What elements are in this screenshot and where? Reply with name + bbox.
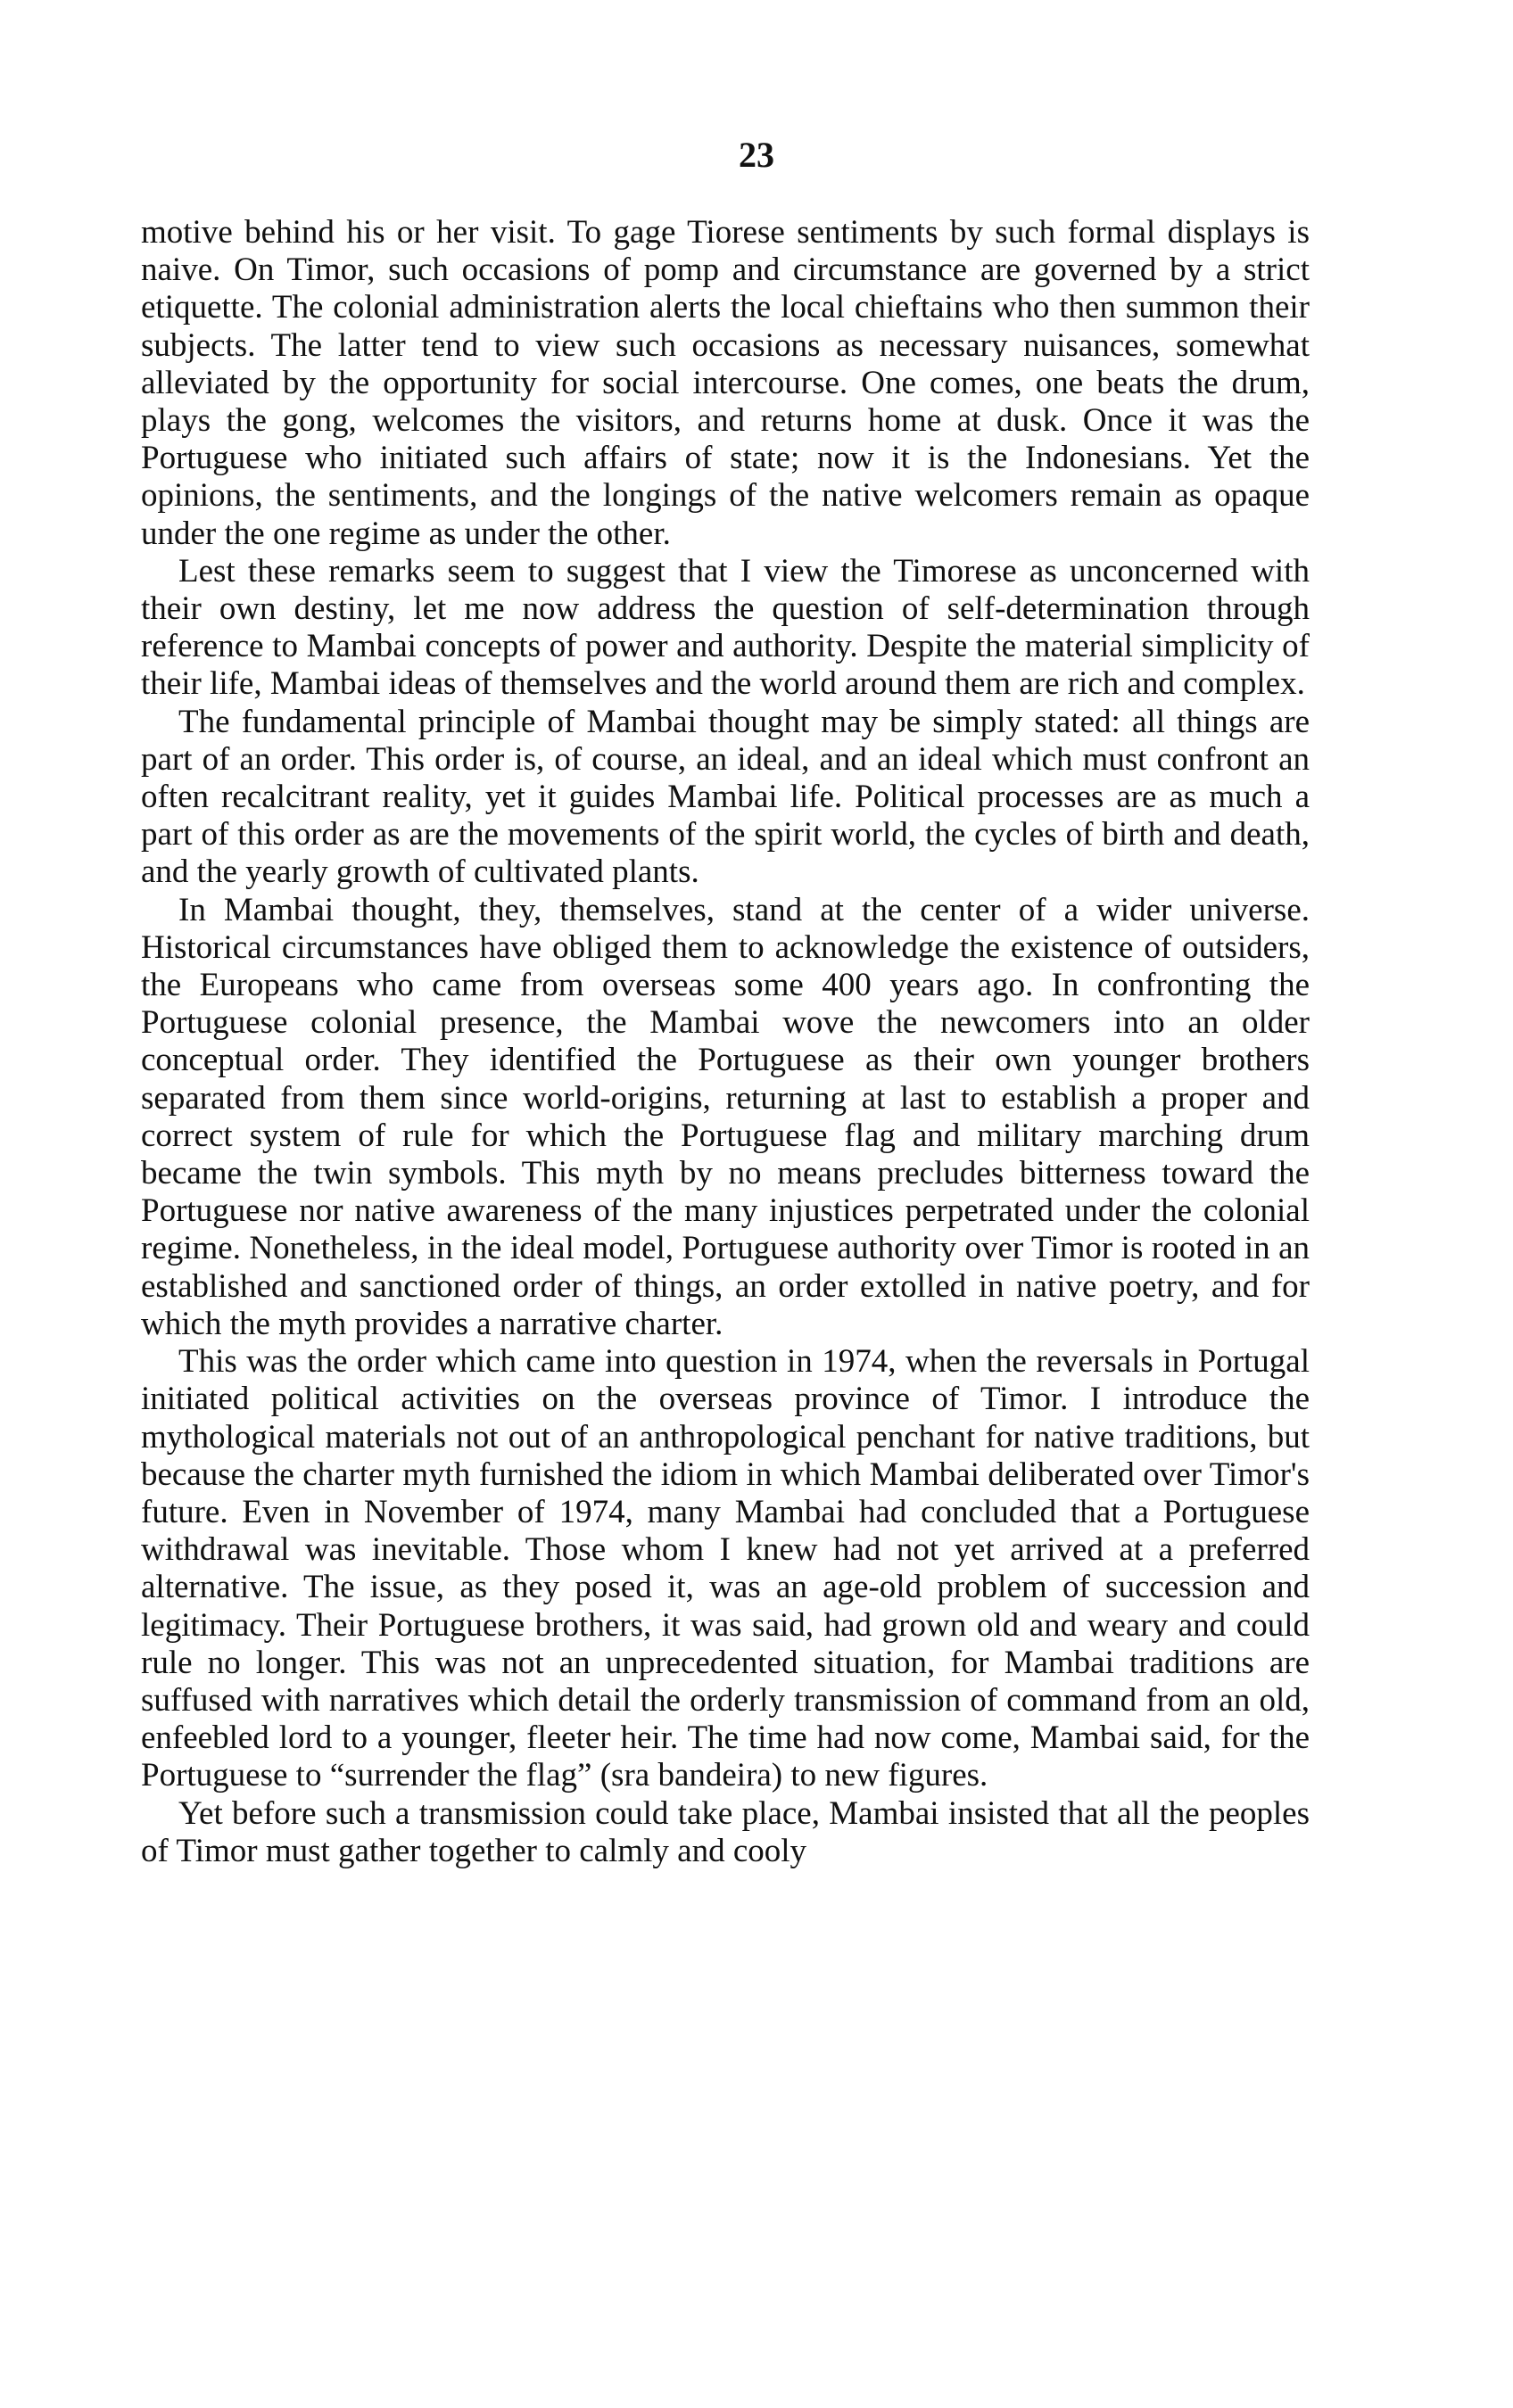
paragraph-2: Lest these remarks seem to suggest that I view the Timorese as unconcerned with their own destiny, let me now address the question of self-determination through reference to Mambai concepts of power and authority. Despite the material simplicity of their life, Mambai ideas of themselves and the world around them are rich and complex.	[141, 552, 1310, 703]
paragraph-4: In Mambai thought, they, themselves, stand at the center of a wider universe. Historical circumstances have obliged them to acknowledge the existence of outsiders, the Europeans who came from overseas some 400 years ago. In confronting the Portuguese colonial presence, the Mambai wove the newcomers into an older conceptual order. They identified the Portuguese as their own younger brothers separated from them since world-origins, returning at last to establish a proper and correct system of rule for which the Portuguese flag and military marching drum became the twin symbols. This myth by no means precludes bitterness toward the Portuguese nor native awareness of the many injustices perpetrated under the colonial regime. Nonetheless, in the ideal model, Portuguese authority over Timor is rooted in an established and sanctioned order of things, an order extolled in native poetry, and for which the myth provides a narrative charter.	[141, 891, 1310, 1342]
paragraph-1: motive behind his or her visit. To gage Tiorese sentiments by such formal displays is naive. On Timor, such occasions of pomp and circumstance are governed by a strict etiquette. The colonial administration alerts the local chieftains who then summon their subjects. The latter tend to view such occasions as necessary nuisances, somewhat alleviated by the opportunity for social intercourse. One comes, one beats the drum, plays the gong, welcomes the visitors, and returns home at dusk. Once it was the Portuguese who initiated such affairs of state; now it is the Indonesians. Yet the opinions, the sentiments, and the longings of the native welcomers remain as opaque under the one regime as under the other.	[141, 214, 1310, 552]
paragraph-5: This was the order which came into question in 1974, when the reversals in Portugal initiated political activities on the overseas province of Timor. I introduce the mythological materials not out of an anthropological penchant for native traditions, but because the charter myth furnished the idiom in which Mambai deliberated over Timor's future. Even in November of 1974, many Mambai had concluded that a Portuguese withdrawal was inevitable. Those whom I knew had not yet arrived at a preferred alternative. The issue, as they posed it, was an age-old problem of succession and legitimacy. Their Portuguese brothers, it was said, had grown old and weary and could rule no longer. This was not an unprecedented situation, for Mambai traditions are suffused with narratives which detail the orderly transmission of command from an old, enfeebled lord to a younger, fleeter heir. The time had now come, Mambai said, for the Portuguese to “surrender the flag” (sra bandeira) to new figures.	[141, 1343, 1310, 1794]
page-number: 23	[739, 135, 774, 175]
paragraph-3: The fundamental principle of Mambai thought may be simply stated: all things are part of an order. This order is, of course, an ideal, and an ideal which must confront an often recalcitrant reality, yet it guides Mambai life. Political processes are as much a part of this order as are the movements of the spirit world, the cycles of birth and death, and the yearly growth of cultivated plants.	[141, 703, 1310, 891]
paragraph-6: Yet before such a transmission could take place, Mambai insisted that all the peoples of Timor must gather together to calmly and cooly	[141, 1794, 1310, 1869]
body-text	[141, 214, 1310, 1870]
